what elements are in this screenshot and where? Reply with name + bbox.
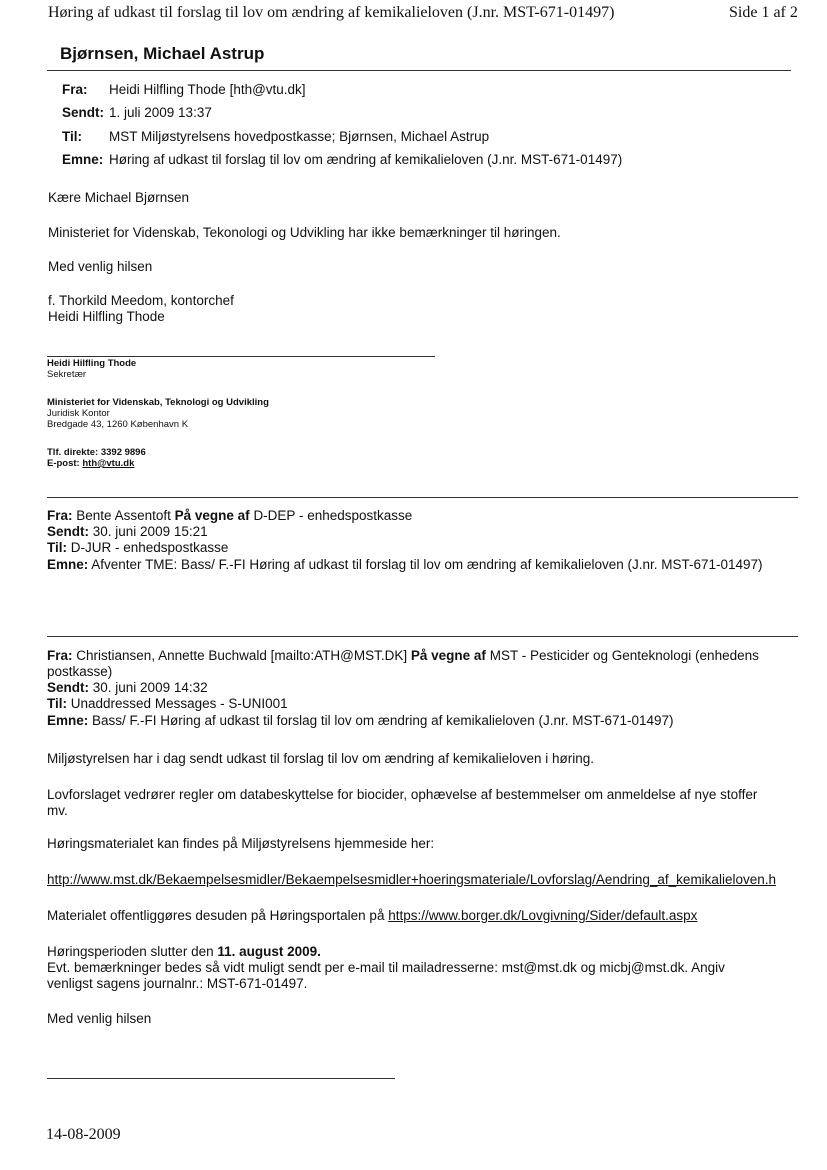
hearing-material-link[interactable]: http://www.mst.dk/Bekaempelsesmidler/Bekaempelsesmidler+hoeringsmateriale/Lovforslag/Aendring_af_kemikalieloven.h [47, 872, 776, 887]
signature-role: Sekretær [47, 369, 87, 380]
forward2-sent-value: 30. juni 2009 14:32 [92, 680, 208, 695]
forward1-subject-label: Emne: [47, 557, 89, 572]
forward2-paragraph-6b: venligst sagens journalnr.: MST-671-01497. [47, 976, 308, 991]
forward1-sent-value: 30. juni 2009 15:21 [92, 524, 208, 539]
forward2-from-org-cont: postkasse) [47, 664, 113, 679]
forward1-from-label: Fra: [47, 508, 73, 523]
forward1-sent-label: Sendt: [47, 524, 89, 539]
signature-email-link[interactable]: hth@vtu.dk [82, 458, 135, 469]
subject-value: Høring af udkast til forslag til lov om ændring af kemikalieloven (J.nr. MST-671-01497) [109, 152, 623, 167]
sign-line-2: Heidi Hilfling Thode [48, 309, 165, 324]
forward2-subject-value: Bass/ F.-FI Høring af udkast til forslag til lov om ændring af kemikalieloven (J.nr. MST-671-01497) [92, 713, 674, 728]
forward2-on-behalf: På vegne af [410, 648, 486, 663]
forward2-paragraph-2a: Lovforslaget vedrører regler om databeskyttelse for biocider, ophævelse af bestemmelser om anmeldelse af nye stoffer [47, 787, 758, 802]
forward2-subject-row [47, 713, 674, 729]
forward1-sent-row [47, 524, 208, 540]
forward2-subject-label: Emne: [47, 713, 89, 728]
forward2-from-name: Christiansen, Annette Buchwald [mailto:ATH@MST.DK] [76, 648, 408, 663]
forward2-paragraph-2b: mv. [47, 803, 68, 818]
forward2-closing: Med venlig hilsen [47, 1011, 152, 1026]
forward2-paragraph-5-text: Høringsperioden slutter den [47, 944, 214, 959]
forward1-from-org: D-DEP - enhedspostkasse [253, 508, 413, 523]
forward2-paragraph-5 [47, 944, 321, 960]
signature-address: Bredgade 43, 1260 København K [47, 419, 189, 430]
forward2-to-row [47, 696, 288, 712]
forward1-to-value: D-JUR - enhedspostkasse [70, 540, 229, 555]
forward2-to-label: Til: [47, 696, 67, 711]
borger-link[interactable]: https://www.borger.dk/Lovgivning/Sider/default.aspx [388, 908, 698, 923]
sent-label: Sendt: [62, 105, 104, 120]
body-text: Ministeriet for Videnskab, Tekonologi og Udvikling har ikke bemærkninger til høringen. [48, 225, 561, 240]
signature-email-label: E-post: [47, 458, 80, 469]
subject-row [62, 152, 622, 167]
sent-value: 1. juli 2009 13:37 [109, 105, 212, 120]
forward1-to-label: Til: [47, 540, 67, 555]
forward1-subject-value: Afventer TME: Bass/ F.-FI Høring af udkast til forslag til lov om ændring af kemikalieloven (J.nr. MST-671-01497) [91, 557, 763, 572]
from-row [62, 82, 306, 97]
forward1-to-row [47, 540, 228, 556]
subject-label: Emne: [62, 152, 104, 167]
from-value: Heidi Hilfling Thode [hth@vtu.dk] [109, 82, 306, 97]
to-value: MST Miljøstyrelsens hovedpostkasse; Bjørnsen, Michael Astrup [109, 129, 490, 144]
forward1-on-behalf: På vegne af [174, 508, 250, 523]
header-rule [47, 70, 791, 71]
print-header-title: Høring af udkast til forslag til lov om ændring af kemikalieloven (J.nr. MST-671-01497) [48, 4, 615, 21]
forward1-from-row [47, 508, 412, 524]
forward2-paragraph-4 [47, 908, 697, 924]
forward2-rule [47, 636, 798, 637]
forward1-from-name: Bente Assentoft [76, 508, 171, 523]
sign-line-1: f. Thorkild Meedom, kontorchef [48, 293, 234, 308]
signature-rule [47, 356, 435, 357]
mailbox-owner: Bjørnsen, Michael Astrup [60, 44, 265, 63]
signature-phone: Tlf. direkte: 3392 9896 [47, 447, 146, 458]
forward2-sent-row [47, 680, 208, 696]
end-rule [47, 1078, 395, 1079]
forward2-paragraph-4-text: Materialet offentliggøres desuden på Høringsportalen på [47, 908, 385, 923]
signature-name: Heidi Hilfling Thode [47, 358, 137, 369]
forward2-paragraph-3: Høringsmaterialet kan findes på Miljøstyrelsens hjemmeside her: [47, 836, 435, 851]
page-number: Side 1 af 2 [729, 4, 798, 21]
signature-email-row [47, 458, 134, 469]
forward2-from-row [47, 648, 759, 664]
closing: Med venlig hilsen [48, 259, 153, 274]
signature-org: Ministeriet for Videnskab, Teknologi og Udvikling [47, 397, 269, 408]
to-label: Til: [62, 129, 82, 144]
forward1-subject-row [47, 557, 763, 573]
sent-row [62, 105, 212, 120]
forward2-to-value: Unaddressed Messages - S-UNI001 [70, 696, 288, 711]
forward2-paragraph-1: Miljøstyrelsen har i dag sendt udkast til forslag til lov om ændring af kemikalieloven i høring. [47, 751, 594, 766]
footer-date: 14-08-2009 [46, 1126, 121, 1143]
signature-dept: Juridisk Kontor [47, 408, 110, 419]
forward2-sent-label: Sendt: [47, 680, 89, 695]
forward2-from-label: Fra: [47, 648, 73, 663]
from-label: Fra: [62, 82, 88, 97]
greeting: Kære Michael Bjørnsen [48, 190, 190, 205]
forward2-deadline: 11. august 2009. [217, 944, 321, 959]
forward2-from-org: MST - Pesticider og Genteknologi (enhedens [489, 648, 759, 663]
forward1-rule [47, 497, 798, 498]
to-row [62, 129, 489, 144]
forward2-paragraph-6a: Evt. bemærkninger bedes så vidt muligt sendt per e-mail til mailadresserne: mst@mst.dk og micbj@mst.dk. Angiv [47, 960, 725, 975]
